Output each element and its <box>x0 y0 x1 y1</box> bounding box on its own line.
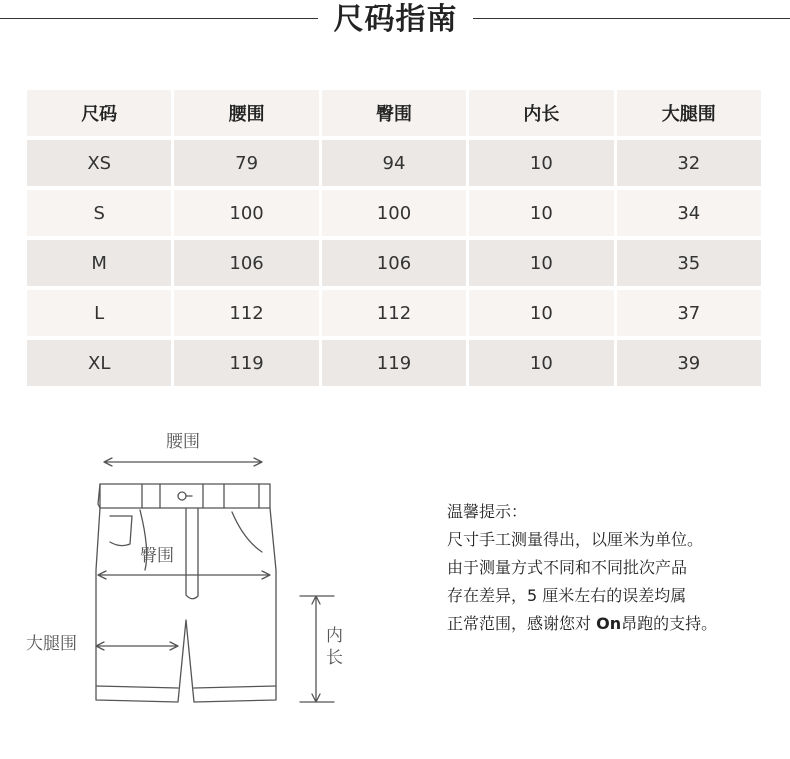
table-cell: 10 <box>469 140 613 186</box>
column-header-thigh: 大腿围 <box>617 90 761 136</box>
size-table <box>24 86 764 390</box>
thigh-label: 大腿围 <box>26 634 77 654</box>
tips-line4-pre: 正常范围，感谢您对 <box>447 614 597 633</box>
title-divider-right <box>473 18 790 19</box>
table-cell: 106 <box>174 240 318 286</box>
column-header-inseam: 内长 <box>469 90 613 136</box>
table-cell: 112 <box>322 290 466 336</box>
table-cell: XS <box>27 140 171 186</box>
table-cell: 34 <box>617 190 761 236</box>
table-cell: S <box>27 190 171 236</box>
table-cell: 100 <box>322 190 466 236</box>
inseam-label-2: 长 <box>326 648 343 668</box>
table-cell: 39 <box>617 340 761 386</box>
tips-line: 由于测量方式不同和不同批次产品 <box>447 558 688 577</box>
table-cell: XL <box>27 340 171 386</box>
tips-line: 尺寸手工测量得出，以厘米为单位。 <box>447 530 704 549</box>
table-cell: 119 <box>174 340 318 386</box>
page-header <box>0 0 790 44</box>
table-cell: 37 <box>617 290 761 336</box>
column-header-waist: 腰围 <box>174 90 318 136</box>
table-cell: 32 <box>617 140 761 186</box>
table-cell: 119 <box>322 340 466 386</box>
table-cell: 106 <box>322 240 466 286</box>
inseam-label-1: 内 <box>326 626 343 646</box>
table-cell: L <box>27 290 171 336</box>
tips-line <box>447 610 777 638</box>
table-row <box>27 290 761 336</box>
tips-panel <box>447 498 777 638</box>
waist-label: 腰围 <box>166 432 200 452</box>
brand-name: On <box>596 614 622 633</box>
column-header-size: 尺码 <box>27 90 171 136</box>
measurement-diagram <box>0 420 420 740</box>
page-title: 尺码指南 <box>333 2 458 37</box>
table-row <box>27 240 761 286</box>
hip-label: 臀围 <box>140 546 174 566</box>
table-cell: 112 <box>174 290 318 336</box>
shorts-illustration-icon <box>0 420 420 740</box>
title-divider-left <box>0 18 318 19</box>
table-header-row <box>27 90 761 136</box>
table-cell: 10 <box>469 290 613 336</box>
table-row <box>27 340 761 386</box>
tips-line4-post: 昂跑的支持。 <box>621 614 718 633</box>
table-cell: 35 <box>617 240 761 286</box>
table-cell: 10 <box>469 190 613 236</box>
table-cell: 79 <box>174 140 318 186</box>
table-cell: 100 <box>174 190 318 236</box>
table-row <box>27 190 761 236</box>
table-row <box>27 140 761 186</box>
table-cell: 94 <box>322 140 466 186</box>
tips-line: 存在差异，5 厘米左右的误差均属 <box>447 586 687 605</box>
table-cell: 10 <box>469 240 613 286</box>
table-cell: 10 <box>469 340 613 386</box>
tips-heading: 温馨提示： <box>447 502 528 521</box>
column-header-hip: 臀围 <box>322 90 466 136</box>
table-cell: M <box>27 240 171 286</box>
